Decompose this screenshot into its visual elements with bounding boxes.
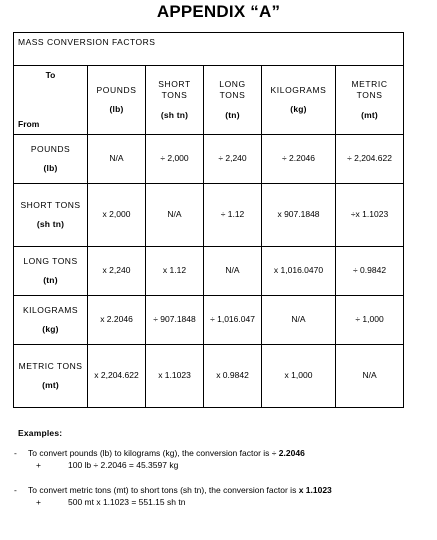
table-cell: x 2,204.622 [88, 345, 146, 408]
example-calc [36, 497, 428, 508]
corner-to-label: To [45, 70, 56, 80]
row-name: METRIC TONS [18, 360, 83, 371]
example-calc-text: 100 lb ÷ 2.2046 = 45.3597 kg [68, 460, 179, 471]
example-item [14, 485, 428, 496]
column-header [204, 66, 262, 135]
table-cell: x 2,240 [88, 247, 146, 296]
table-cell: ÷ 907.1848 [146, 296, 204, 345]
table-cell: N/A [146, 184, 204, 247]
table-cell: ÷ 2,204.622 [336, 135, 404, 184]
table-cell: ÷ 2.2046 [262, 135, 336, 184]
header-row [14, 66, 404, 135]
column-header [146, 66, 204, 135]
table-cell: ÷ 2,000 [146, 135, 204, 184]
row-header [14, 345, 88, 408]
row-name: POUNDS [30, 143, 71, 154]
table-cell: ÷ 1,000 [336, 296, 404, 345]
column-name: LONG TONS [219, 79, 246, 101]
row-name: KILOGRAMS [22, 304, 79, 315]
table-cell: x 0.9842 [204, 345, 262, 408]
row-abbr: (lb) [43, 163, 58, 173]
table-cell: x 1,000 [262, 345, 336, 408]
row-abbr: (mt) [42, 380, 59, 390]
table-cell: ÷ 1,016.047 [204, 296, 262, 345]
table-cell: x 1.1023 [146, 345, 204, 408]
row-abbr: (tn) [43, 275, 58, 285]
examples-heading: Examples: [18, 428, 63, 438]
table-row [14, 184, 404, 247]
column-abbr: (mt) [361, 109, 378, 120]
table-cell: x 907.1848 [262, 184, 336, 247]
table-cell: ÷ 1.12 [204, 184, 262, 247]
row-abbr: (kg) [42, 324, 59, 334]
table-caption-row [14, 33, 404, 66]
column-abbr: (lb) [109, 104, 124, 114]
row-name: SHORT TONS [20, 199, 81, 210]
corner-from-label: From [18, 118, 40, 129]
column-header [336, 66, 404, 135]
table-cell: N/A [204, 247, 262, 296]
row-header [14, 184, 88, 247]
column-name: POUNDS [96, 84, 137, 95]
column-abbr: (tn) [225, 109, 240, 120]
page-title: APPENDIX “A” [156, 2, 281, 21]
table-cell: N/A [88, 135, 146, 184]
example-dash: - [14, 485, 17, 496]
table-cell: ÷ 2,240 [204, 135, 262, 184]
column-name: KILOGRAMS [270, 84, 327, 95]
corner-cell [14, 66, 88, 135]
column-abbr: (sh tn) [160, 109, 189, 120]
example-factor: 2.2046 [278, 448, 305, 459]
table-row [14, 296, 404, 345]
table-cell: x 1.12 [146, 247, 204, 296]
example-text: To convert metric tons (mt) to short tons (sh tn), the conversion factor is [28, 485, 299, 496]
table-cell: ÷ 0.9842 [336, 247, 404, 296]
table-cell: x 2,000 [88, 184, 146, 247]
row-header [14, 135, 88, 184]
table-cell: x 2.2046 [88, 296, 146, 345]
table-row [14, 345, 404, 408]
table-row [14, 247, 404, 296]
example-dash: - [14, 448, 17, 459]
table-row [14, 135, 404, 184]
example-bullet: + [36, 460, 41, 471]
conversion-table [13, 32, 404, 408]
column-header [88, 66, 146, 135]
row-name: LONG TONS [23, 255, 78, 266]
table-caption: MASS CONVERSION FACTORS [14, 33, 404, 66]
examples-section [14, 428, 428, 508]
example-calc-text: 500 mt x 1.1023 = 551.15 sh tn [68, 497, 186, 508]
table-cell: N/A [336, 345, 404, 408]
column-name: METRIC TONS [351, 79, 388, 101]
table-cell: ÷x 1.1023 [336, 184, 404, 247]
table-cell: N/A [262, 296, 336, 345]
example-item [14, 448, 428, 459]
row-header [14, 247, 88, 296]
example-bullet: + [36, 497, 41, 508]
example-calc [36, 460, 428, 471]
row-header [14, 296, 88, 345]
column-name: SHORT TONS [158, 79, 191, 101]
column-abbr: (kg) [290, 104, 307, 114]
column-header [262, 66, 336, 135]
table-cell: x 1,016.0470 [262, 247, 336, 296]
example-text: To convert pounds (lb) to kilograms (kg), the conversion factor is ÷ [28, 448, 279, 459]
row-abbr: (sh tn) [36, 219, 65, 229]
example-factor: x 1.1023 [298, 485, 332, 496]
